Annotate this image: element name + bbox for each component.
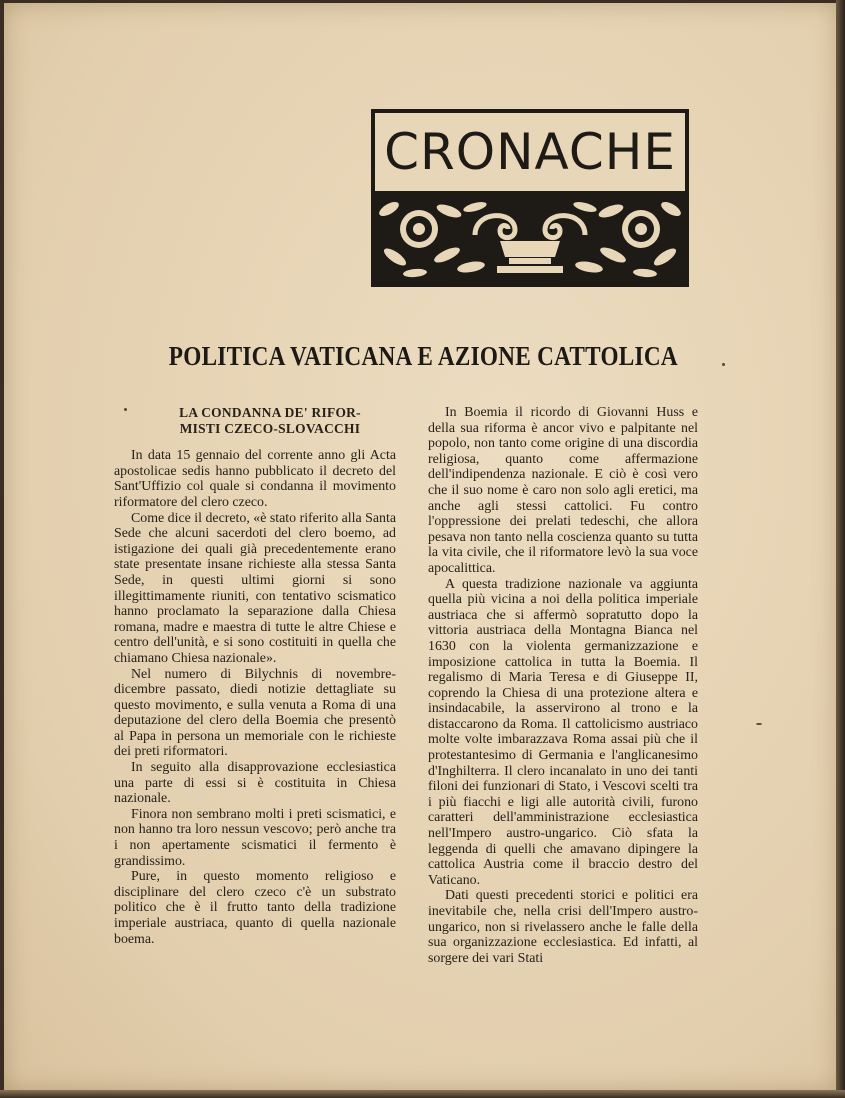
paragraph: Dati questi precedenti storici e politici era inevitabile che, nella crisi dell'Impero austro-ungarico, non si rivelassero anche le falle della sua organizzazione ecclesiastica. Ed infatti, al sorgere dei vari Stati [428,888,698,966]
paragraph: In data 15 gennaio del corrente anno gli Acta apostolicae sedis hanno pubblicato il decreto del Sant'Uffizio col quale si condanna il movimento riformatore del clero czeco. [114,448,396,510]
subhead-line-2: MISTI CZECO-SLOVACCHI [179,420,361,436]
paragraph: In Boemia il ricordo di Giovanni Huss e della sua riforma è ancor vivo e palpitante nel popolo, non tanto come origine di una discordia religiosa, quanto come affermazione dell'indipendenza nazionale. E ciò è così vero che il suo nome è caro non solo agli eretici, ma anche agli stessi cattolici. Fu contro l'oppressione dei prelati tedeschi, che allora pesava non tanto nella coscienza quanto su tutta la vita civile, che il riformatore levò la sua voce apocalittica. [428,405,698,576]
paper-speck [722,363,725,366]
masthead-box [371,109,689,287]
section-subhead [114,405,396,436]
paragraph: In seguito alla disapprovazione ecclesiastica una parte di essi si è costituita in Chiesa nazionale. [114,760,396,807]
magazine-page [4,3,837,1091]
paragraph: Come dice il decreto, «è stato riferito alla Santa Sede che alcuni sacerdoti del clero boemo, ad istigazione dei quali già precedentemente erano state presentate insane richieste alla stessa Santa Sede, in questi ultimi giorni si sono illegittimamente riuniti, con tentativo scismatico hanno proclamato la separazione dalla Chiesa romana, madre e maestra di tutte le altre Chiese e centro dell'unità, e si sono costituiti in quella che chiamano Chiesa nazionale». [114,510,396,666]
page-edge-right [836,0,845,1098]
article-headline: POLITICA VATICANA E AZIONE CATTOLICA [168,341,678,371]
right-column [428,403,698,966]
left-column [114,403,396,947]
paragraph: Pure, in questo momento religioso e disciplinare del clero czeco c'è un substrato politico che è il frutto tanto della tradizione imperiale austriaca, quanto di quella nazionale boema. [114,869,396,947]
paragraph: Finora non sembrano molti i preti scismatici, e non hanno tra loro nessun vescovo; però anche tra i non apertamente scismatici il fermento è grandissimo. [114,806,396,869]
urn-and-leaves-ornament-icon [375,195,685,283]
masthead-title: CRONACHE [375,113,685,195]
paper-speck [756,723,762,725]
page-edge-bottom [0,1090,845,1098]
subhead-line-1: LA CONDANNA DE' RIFOR- [179,405,361,420]
paragraph: Nel numero di Bilychnis di novembre-dicembre passato, diedi notizie dettagliate su questo movimento, e sulla venuta a Roma di una deputazione del clero della Boemia che presentò al Papa in persona un memoriale con le richieste dei preti riformatori. [114,666,396,760]
paragraph: A questa tradizione nazionale va aggiunta quella più vicina a noi della politica imperiale austriaca che si affermò sopratutto dopo la vittoria austriaca della Montagna Bianca nel 1630 con la violenta germanizzazione e imposizione cattolica in tutta la Boemia. Il regalismo di Maria Teresa e di Giuseppe II, coprendo la Chiesa di una protezione altera e insindacabile, la asservirono al trono e la distaccarono da Roma. Il cattolicismo austriaco molte volte imbarazzava Roma assai più che il protestantesimo di Germania e l'anglicanesimo d'Inghilterra. Il clero incanalato in uno dei tanti filoni dei funzionari di Stato, i Vescovi scelti tra i più fiacchi e ligi alle autorità civili, furono caratteri dell'amministrazione ecclesiastica nell'Impero austro-ungarico. Ciò sfata la leggenda di quelli che amavano dipingere la cattolica Austria come il braccio destro del Vaticano. [428,576,698,888]
paper-speck [124,408,127,411]
